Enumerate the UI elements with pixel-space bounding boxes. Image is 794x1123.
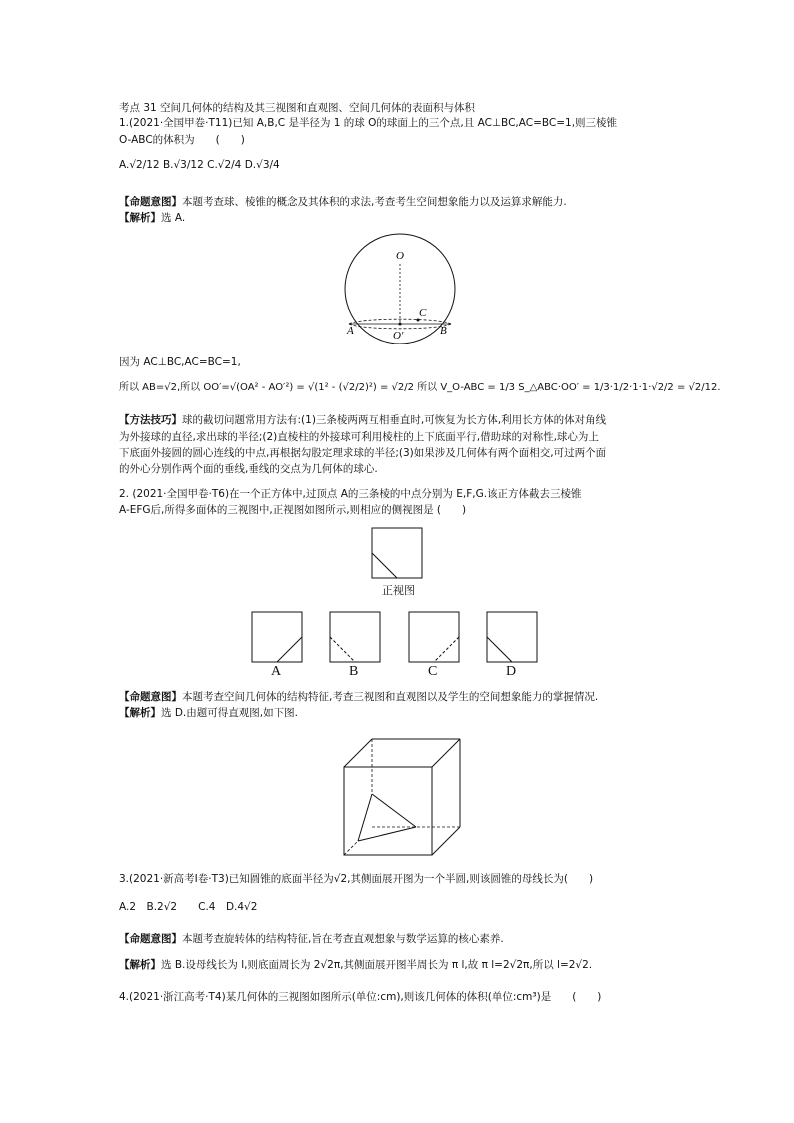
choice-c-figure [407,610,467,665]
label-o: O [396,250,404,262]
choice-c-label: C [428,664,438,679]
front-view-caption: 正视图 [382,585,415,597]
q1-option-b: B.√3/12 [162,159,204,171]
q3-analysis-text: 选 B.设母线长为 l,则底面周长为 2√2π,其侧面展开图半周长为 π l,故 π l=2√2π,所以 l=2√2. [161,959,593,971]
q2-intent [119,690,598,704]
label-o-prime: O′ [393,330,404,342]
cube-edge-tl [344,739,372,767]
choice-a-figure [250,610,310,665]
front-view-square [372,528,422,578]
q1-analysis-text: 选 A. [161,212,186,224]
sphere-figure [335,232,467,344]
q1-method-line1 [119,413,606,427]
label-b: B [440,325,447,337]
q1-derivation: 所以 AB=√2,所以 OO′=√(OA² - AO′²) = √(1² - (√2/2)²) = √2/2 所以 V_O-ABC = 1/3 S_△ABC·OO′ = 1/3·1/2·1·1·√2/2 = √2/12. [119,382,721,393]
q1-analysis [119,211,185,225]
q1-method-line3: 下底面外接圆的圆心连线的中点,再根据勾股定理求球的半径;(3)如果涉及几何体有两个面相交,可过两个面 [119,447,607,459]
q1-stem-line1: 1.(2021·全国甲卷·T11)已知 A,B,C 是半径为 1 的球 O的球面上的三个点,且 AC⊥BC,AC=BC=1,则三棱锥 [119,117,618,129]
section-title: 考点 31 空间几何体的结构及其三视图和直观图、空间几何体的表面积与体积 [119,102,476,114]
q1-analysis-label: 【解析】 [119,212,161,224]
q2-intent-label: 【命题意图】 [119,691,182,703]
q1-options [119,158,280,172]
q3-options: A.2 B.2√2 C.4 D.4√2 [119,901,258,913]
q2-intent-text: 本题考查空间几何体的结构特征,考查三视图和直观图以及学生的空间想象能力的掌握情况. [182,691,599,703]
q3-stem: 3.(2021·新高考Ⅰ卷·T3)已知圆锥的底面半径为√2,其侧面展开图为一个半圆,则该圆锥的母线长为( ) [119,873,594,885]
choice-d-square [487,612,537,662]
q2-stem-line1: 2. (2021·全国甲卷·T6)在一个正方体中,过顶点 A的三条棱的中点分别为 E,F,G.该正方体截去三棱锥 [119,488,582,500]
q1-method-text1: 球的截切问题常用方法有:(1)三条棱两两互相垂直时,可恢复为长方体,利用长方体的体对角线 [182,414,607,426]
choice-b-square [330,612,380,662]
point-o-prime [399,323,402,326]
q4-stem: 4.(2021·浙江高考·T4)某几何体的三视图如图所示(单位:cm),则该几何体的体积(单位:cm³)是 ( ) [119,991,602,1003]
choice-b-figure [328,610,388,665]
q1-intent-label: 【命题意图】 [119,196,182,208]
cut-edge-1 [358,794,372,841]
q2-stem-line2: A-EFG后,所得多面体的三视图中,正视图如图所示,则相应的侧视图是 ( ) [119,504,467,516]
cube-hidden-diagonal [344,841,358,855]
cube-front-face [344,767,432,855]
choice-d-line [487,637,512,662]
q1-option-a: A.√2/12 [119,159,160,171]
q3-analysis-label: 【解析】 [119,959,161,971]
choice-a-label: A [271,664,282,679]
q3-intent-text: 本题考查旋转体的结构特征,旨在考查直观想象与数学运算的核心素养. [182,933,504,945]
q1-because: 因为 AC⊥BC,AC=BC=1, [119,356,241,368]
q2-analysis [119,706,298,720]
q2-analysis-label: 【解析】 [119,707,161,719]
q1-method-line2: 为外接球的直径,求出球的半径;(2)直棱柱的外接球可利用棱柱的上下底面平行,借助球的对称性,球心为上 [119,431,599,443]
choice-a-square [252,612,302,662]
q1-intent [119,195,567,209]
q1-method-label: 【方法技巧】 [119,414,182,426]
q1-option-d: D.√3/4 [244,159,280,171]
choice-b-label: B [349,664,359,679]
front-view-figure [368,526,428,581]
choice-a-line [277,637,302,662]
choice-c-line [434,637,459,662]
q3-analysis [119,958,592,972]
choice-b-line [330,637,355,662]
cut-edge-3 [372,794,416,827]
q1-stem-line2: O-ABC的体积为 ( ) [119,134,245,146]
front-view-diagonal [372,553,397,578]
q1-method-line4: 的外心分别作两个面的垂线,垂线的交点为几何体的球心. [119,463,378,475]
q3-intent [119,932,504,946]
q2-analysis-text: 选 D.由题可得直观图,如下图. [161,707,298,719]
label-c: C [419,307,427,319]
cut-edge-2 [358,827,416,841]
q1-option-c: C.√2/4 [207,159,242,171]
cube-edge-tr [432,739,460,767]
cube-figure [338,734,463,859]
choice-c-square [409,612,459,662]
q1-intent-text: 本题考查球、棱锥的概念及其体积的求法,考查考生空间想象能力以及运算求解能力. [182,196,567,208]
choice-d-label: D [506,664,517,679]
cube-edge-br [432,827,460,855]
label-a: A [347,325,354,337]
choice-d-figure [485,610,545,665]
q3-intent-label: 【命题意图】 [119,933,182,945]
